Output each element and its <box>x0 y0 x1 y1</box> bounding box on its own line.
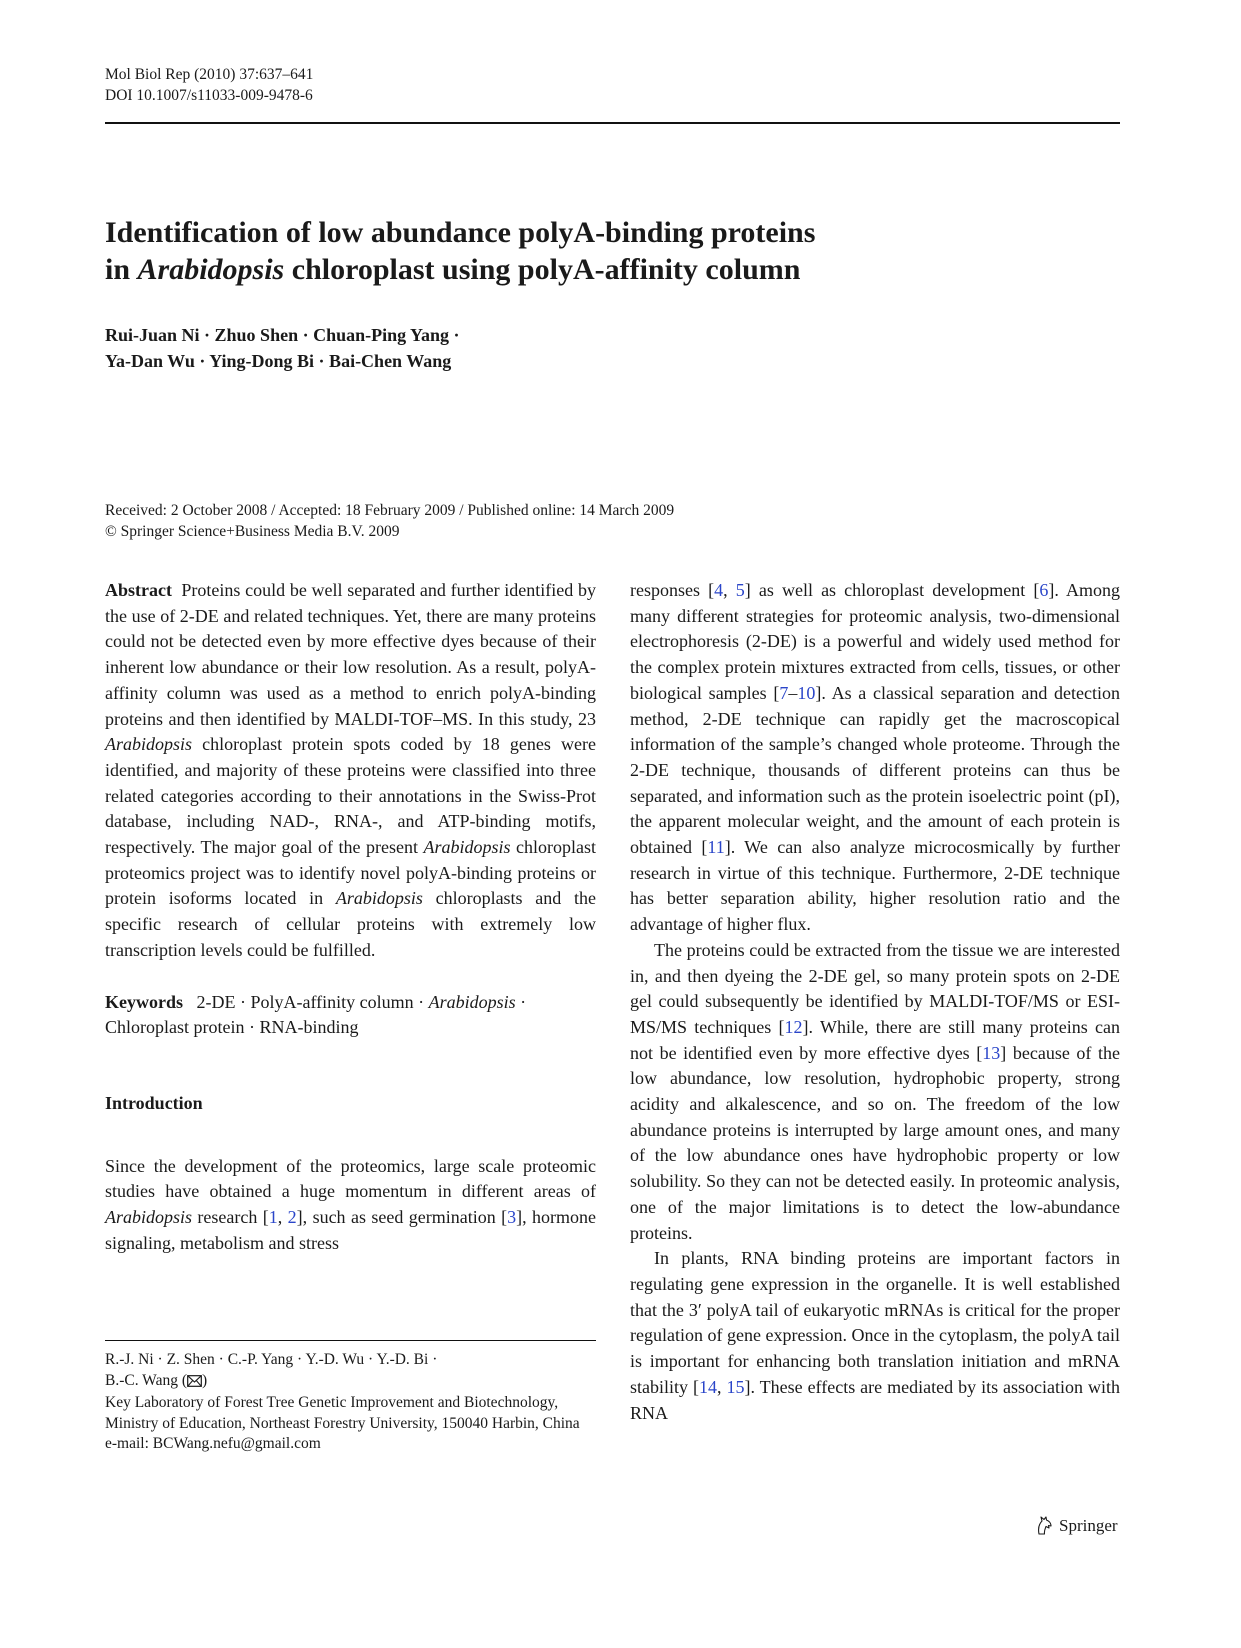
keywords-italic: Arabidopsis <box>428 991 516 1012</box>
body-text: ] because of the low abundance, low resolution, hydrophobic property, strong acidity and alkalescence, and so on. The freedom of the low abundance proteins is interrupted by large amount ones, and many of the low abundance ones have hydrophobic property or low solubility. So they can not be detected easily. In proteomic analysis, one of the major limitations is to detect the low-abundance proteins. <box>630 1042 1120 1243</box>
publisher-logo <box>1036 1515 1118 1536</box>
intro-paragraph-1 <box>105 1154 596 1257</box>
body-text: , <box>723 580 736 600</box>
affiliation-names: R.-J. Ni · Z. Shen · C.-P. Yang · Y.-D. Wu · Y.-D. Bi · <box>105 1351 438 1368</box>
body-text: – <box>788 682 798 703</box>
ref-link[interactable]: 14 <box>698 1376 717 1397</box>
intro-text-5: ], hormone signaling, metabolism and stress <box>105 1207 597 1253</box>
ref-link[interactable]: 15 <box>726 1376 745 1397</box>
keywords-label: Keywords <box>105 991 183 1012</box>
corresponding-author: B.-C. Wang ( <box>105 1371 187 1389</box>
intro-text-4: ], such as seed germination [ <box>296 1207 508 1228</box>
body-text: In plants, RNA binding proteins are important factors in regulating gene expression in the organelle. It is well established that the 3′ polyA tail of eukaryotic mRNAs is critical for the proper regulation of gene expression. Once in the cytoplasm, the polyA tail is important for enhancing both translation initiation and mRNA stability [ <box>630 1248 1120 1397</box>
title-line-2-prefix: in <box>105 253 138 286</box>
intro-text-3: , <box>277 1207 288 1228</box>
copyright: © Springer Science+Business Media B.V. 2009 <box>105 523 400 540</box>
ref-link[interactable]: 2 <box>287 1207 297 1228</box>
abstract-text-2: chloroplast protein spots coded by 18 genes were identified, and majority of these proteins were classified into three related categories according to their annotations in the Swiss-Prot database, including NAD-, RNA-, and ATP-binding motifs, respectively. The major goal of the present <box>105 734 596 858</box>
footnote-rule <box>105 1340 596 1341</box>
abstract-text-4: chloroplasts and the specific research of cellular proteins with extremely low transcription levels could be fulfilled. <box>105 888 596 960</box>
journal-header <box>105 64 313 106</box>
abstract-italic-2: Arabidopsis <box>423 837 511 858</box>
abstract-text-3: chloroplast proteomics project was to identify novel polyA-binding proteins or protein isoforms located in <box>105 837 596 909</box>
ref-link[interactable]: 3 <box>507 1207 517 1228</box>
abstract-italic-1: Arabidopsis <box>105 734 193 755</box>
ref-link[interactable]: 10 <box>797 682 816 703</box>
keywords-text-1: 2-DE · PolyA-affinity column · <box>196 991 429 1012</box>
body-text: , <box>716 1376 727 1397</box>
title-line-1: Identification of low abundance polyA-binding proteins <box>105 216 816 249</box>
ref-link[interactable]: 11 <box>707 837 725 858</box>
affiliation-corresponding <box>105 1371 596 1394</box>
ref-link[interactable]: 7 <box>779 682 789 703</box>
body-text: The proteins could be extracted from the tissue we are interested in, and then dyeing the 2-DE gel, so many protein spots on 2-DE gel could subsequently be identified by MALDI-TOF/MS or ESI-MS/MS techniques [ <box>630 939 1120 1037</box>
journal-citation: Mol Biol Rep (2010) 37:637–641 <box>105 66 314 83</box>
abstract <box>105 578 596 964</box>
abstract-text-1: Proteins could be well separated and further identified by the use of 2-DE and related techniques. Yet, there are many proteins could not be detected even by more effective dyes because of their inherent low abundance or their low resolution. As a result, polyA-affinity column was used as a method to enrich polyA-binding proteins and then identified by MALDI-TOF–MS. In this study, 23 <box>105 580 597 729</box>
intro-text-2: research [ <box>192 1207 269 1228</box>
intro-text-1: Since the development of the proteomics, large scale proteomic studies have obtained a huge momentum in different areas of <box>105 1155 596 1202</box>
publisher-name: Springer <box>1059 1515 1118 1535</box>
article-title <box>105 214 1105 288</box>
left-column <box>105 578 596 1256</box>
authors-line-2: Ya-Dan Wu · Ying-Dong Bi · Bai-Chen Wang <box>105 351 452 371</box>
intro-italic: Arabidopsis <box>105 1207 193 1228</box>
corresponding-close: ) <box>202 1371 208 1389</box>
springer-horse-icon <box>1036 1515 1054 1536</box>
section-heading-introduction: Introduction <box>105 1092 203 1113</box>
abstract-italic-3: Arabidopsis <box>335 888 423 909</box>
body-text: responses [ <box>630 580 715 600</box>
affiliation-lab: Key Laboratory of Forest Tree Genetic Improvement and Biotechnology, Ministry of Education, Northeast Forestry University, 150040 Harbin, China <box>105 1394 580 1432</box>
body-paragraph-3 <box>630 1246 1120 1426</box>
header-rule <box>105 122 1120 124</box>
publication-dates <box>105 500 674 542</box>
body-text: ]. We can also analyze microcosmically by further research in virtue of this technique. Furthermore, 2-DE technique has better separation ability, higher resolution ratio and the advantage of higher flux. <box>630 837 1120 935</box>
ref-link[interactable]: 1 <box>268 1207 278 1228</box>
body-text: ]. While, there are still many proteins can not be identified even by more effective dyes [ <box>630 1016 1120 1063</box>
body-text: ]. These effects are mediated by its association with RNA <box>630 1376 1121 1423</box>
body-paragraph-1 <box>630 578 1120 938</box>
title-line-2-suffix: chloroplast using polyA-affinity column <box>284 253 801 286</box>
author-affiliation <box>105 1350 596 1455</box>
abstract-label: Abstract <box>105 580 172 600</box>
right-column <box>630 578 1120 1426</box>
affiliation-email[interactable]: e-mail: BCWang.nefu@gmail.com <box>105 1435 321 1452</box>
ref-link[interactable]: 5 <box>735 580 745 600</box>
ref-link[interactable]: 12 <box>784 1016 803 1037</box>
body-text: ]. As a classical separation and detection method, 2-DE technique can rapidly get the macroscopical information of the sample’s changed whole proteome. Through the 2-DE technique, thousands of different proteins can thus be separated, and information such as the protein isoelectric point (pI), the apparent molecular weight, and the amount of each protein is obtained [ <box>630 682 1120 858</box>
authors-line-1: Rui-Juan Ni · Zhuo Shen · Chuan-Ping Yang · <box>105 325 460 345</box>
keywords-text-2: · Chloroplast protein · RNA-binding <box>105 991 527 1038</box>
keywords <box>105 990 596 1041</box>
body-paragraph-2 <box>630 938 1120 1246</box>
ref-link[interactable]: 13 <box>982 1042 1001 1063</box>
ref-link[interactable]: 4 <box>714 580 724 600</box>
body-text: ] as well as chloroplast development [ <box>744 580 1040 600</box>
title-line-2-italic: Arabidopsis <box>137 253 285 286</box>
body-text: ]. Among many different strategies for proteomic analysis, two-dimensional electrophoresis (2-DE) is a powerful and widely used method for the complex protein mixtures extracted from cells, tissues, or other biological samples [ <box>630 580 1120 703</box>
date-history: Received: 2 October 2008 / Accepted: 18 February 2009 / Published online: 14 March 2009 <box>105 502 675 519</box>
ref-link[interactable]: 6 <box>1039 580 1049 600</box>
doi: DOI 10.1007/s11033-009-9478-6 <box>105 87 313 104</box>
author-list <box>105 322 459 374</box>
envelope-icon[interactable] <box>187 1373 202 1394</box>
